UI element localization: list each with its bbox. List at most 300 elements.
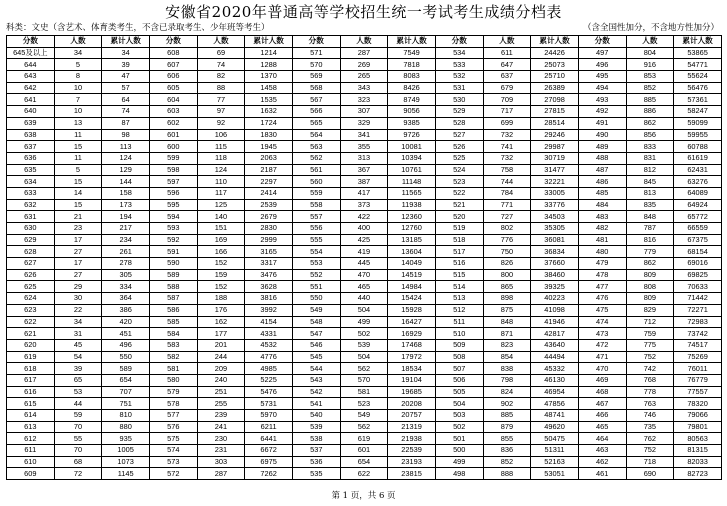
- table-cell: 470: [340, 269, 388, 281]
- table-cell: 124: [102, 152, 150, 164]
- table-cell: 520: [435, 211, 483, 223]
- table-cell: 654: [340, 456, 388, 468]
- table-cell: 1535: [245, 94, 293, 106]
- column-header: 累计人数: [388, 36, 436, 48]
- table-cell: 519: [435, 223, 483, 235]
- table-cell: 551: [292, 281, 340, 293]
- table-cell: 118: [197, 152, 245, 164]
- table-cell: 549: [340, 410, 388, 422]
- table-cell: 26389: [531, 82, 579, 94]
- table-cell: 524: [435, 164, 483, 176]
- table-cell: 33005: [531, 187, 579, 199]
- table-cell: 562: [292, 152, 340, 164]
- table-cell: 64089: [674, 187, 722, 199]
- table-cell: 65772: [674, 211, 722, 223]
- table-cell: 40223: [531, 293, 579, 305]
- table-cell: 6441: [245, 433, 293, 445]
- table-cell: 548: [292, 316, 340, 328]
- table-cell: 536: [292, 456, 340, 468]
- table-cell: 152: [197, 281, 245, 293]
- table-cell: 514: [435, 281, 483, 293]
- table-cell: 880: [102, 421, 150, 433]
- table-cell: 544: [292, 363, 340, 375]
- table-cell: 615: [7, 398, 55, 410]
- table-cell: 77: [197, 94, 245, 106]
- table-cell: 589: [149, 269, 197, 281]
- table-cell: 21: [54, 211, 102, 223]
- table-cell: 445: [340, 258, 388, 270]
- table-cell: 34: [54, 316, 102, 328]
- table-cell: 647: [483, 59, 531, 71]
- table-cell: 848: [626, 211, 674, 223]
- table-cell: 113: [102, 141, 150, 153]
- column-header: 分数: [292, 36, 340, 48]
- table-cell: 8: [54, 71, 102, 83]
- table-cell: 637: [7, 141, 55, 153]
- table-cell: 898: [483, 293, 531, 305]
- table-cell: 605: [149, 82, 197, 94]
- table-row: [7, 246, 722, 258]
- table-cell: 14: [54, 187, 102, 199]
- table-row: [7, 445, 722, 457]
- table-cell: 581: [340, 386, 388, 398]
- table-cell: 810: [102, 410, 150, 422]
- table-cell: 44494: [531, 351, 579, 363]
- column-header: 分数: [578, 36, 626, 48]
- table-cell: 478: [578, 269, 626, 281]
- table-row: [7, 176, 722, 188]
- table-cell: 639: [7, 117, 55, 129]
- table-cell: 526: [435, 141, 483, 153]
- table-cell: 493: [578, 94, 626, 106]
- table-cell: 5225: [245, 374, 293, 386]
- table-cell: 440: [340, 293, 388, 305]
- table-cell: 79801: [674, 421, 722, 433]
- table-cell: 581: [149, 363, 197, 375]
- table-cell: 1830: [245, 129, 293, 141]
- table-cell: 144: [102, 176, 150, 188]
- table-cell: 97: [197, 106, 245, 118]
- table-cell: 498: [435, 468, 483, 480]
- table-cell: 530: [435, 94, 483, 106]
- table-cell: 541: [292, 398, 340, 410]
- table-cell: 707: [102, 386, 150, 398]
- table-cell: 71442: [674, 293, 722, 305]
- table-cell: 916: [626, 59, 674, 71]
- table-cell: 718: [626, 456, 674, 468]
- table-cell: 535: [292, 468, 340, 480]
- table-cell: 562: [340, 421, 388, 433]
- table-cell: 400: [340, 223, 388, 235]
- table-cell: 779: [626, 246, 674, 258]
- table-cell: 618: [7, 363, 55, 375]
- table-cell: 555: [292, 234, 340, 246]
- table-cell: 87: [102, 117, 150, 129]
- table-cell: 69016: [674, 258, 722, 270]
- table-cell: 125: [197, 199, 245, 211]
- table-cell: 516: [435, 258, 483, 270]
- table-cell: 525: [435, 152, 483, 164]
- table-cell: 594: [149, 211, 197, 223]
- table-row: [7, 106, 722, 118]
- table-cell: 479: [578, 258, 626, 270]
- table-cell: 23815: [388, 468, 436, 480]
- table-cell: 518: [435, 234, 483, 246]
- table-cell: 117: [197, 187, 245, 199]
- table-cell: 4985: [245, 363, 293, 375]
- table-cell: 1632: [245, 106, 293, 118]
- table-cell: 60788: [674, 141, 722, 153]
- table-cell: 709: [483, 94, 531, 106]
- table-row: [7, 351, 722, 363]
- table-cell: 129: [102, 164, 150, 176]
- table-cell: 622: [340, 468, 388, 480]
- table-cell: 69: [197, 47, 245, 59]
- table-cell: 831: [626, 152, 674, 164]
- table-cell: 538: [292, 433, 340, 445]
- table-cell: 17: [54, 258, 102, 270]
- table-cell: 240: [197, 374, 245, 386]
- table-cell: 22539: [388, 445, 436, 457]
- table-cell: 504: [340, 351, 388, 363]
- table-cell: 600: [149, 141, 197, 153]
- table-cell: 838: [483, 363, 531, 375]
- table-cell: 422: [340, 211, 388, 223]
- table-cell: 750: [483, 246, 531, 258]
- table-cell: 507: [435, 363, 483, 375]
- table-cell: 52163: [531, 456, 579, 468]
- table-cell: 862: [626, 117, 674, 129]
- table-cell: 54: [54, 351, 102, 363]
- table-cell: 466: [578, 410, 626, 422]
- table-cell: 751: [102, 398, 150, 410]
- table-cell: 303: [197, 456, 245, 468]
- table-cell: 17468: [388, 339, 436, 351]
- table-cell: 4776: [245, 351, 293, 363]
- table-cell: 36081: [531, 234, 579, 246]
- table-cell: 68: [54, 456, 102, 468]
- table-cell: 470: [578, 363, 626, 375]
- table-cell: 217: [102, 223, 150, 235]
- table-cell: 46130: [531, 374, 579, 386]
- table-cell: 475: [578, 304, 626, 316]
- table-cell: 614: [7, 410, 55, 422]
- table-cell: 485: [578, 187, 626, 199]
- table-cell: 560: [292, 176, 340, 188]
- table-cell: 307: [340, 106, 388, 118]
- table-cell: 638: [7, 129, 55, 141]
- table-cell: 36834: [531, 246, 579, 258]
- table-cell: 463: [578, 445, 626, 457]
- table-cell: 543: [292, 374, 340, 386]
- table-cell: 1145: [102, 468, 150, 480]
- table-cell: 557: [292, 211, 340, 223]
- table-cell: 1370: [245, 71, 293, 83]
- table-row: [7, 141, 722, 153]
- table-cell: 490: [578, 129, 626, 141]
- table-cell: 553: [292, 258, 340, 270]
- table-cell: 45332: [531, 363, 579, 375]
- table-cell: 194: [102, 211, 150, 223]
- table-cell: 572: [149, 468, 197, 480]
- table-cell: 610: [7, 456, 55, 468]
- table-cell: 784: [483, 187, 531, 199]
- table-cell: 473: [578, 328, 626, 340]
- table-cell: 472: [578, 339, 626, 351]
- table-cell: 30: [54, 293, 102, 305]
- table-cell: 768: [626, 374, 674, 386]
- table-cell: 34: [102, 47, 150, 59]
- table-cell: 593: [149, 223, 197, 235]
- table-row: [7, 187, 722, 199]
- table-cell: 640: [7, 106, 55, 118]
- table-cell: 425: [340, 234, 388, 246]
- table-cell: 8749: [388, 94, 436, 106]
- table-cell: 6672: [245, 445, 293, 457]
- table-cell: 6211: [245, 421, 293, 433]
- table-cell: 482: [578, 223, 626, 235]
- table-cell: 556: [292, 223, 340, 235]
- table-cell: 9056: [388, 106, 436, 118]
- table-cell: 855: [483, 433, 531, 445]
- table-row: [7, 269, 722, 281]
- table-cell: 255: [197, 398, 245, 410]
- table-cell: 22: [54, 304, 102, 316]
- table-cell: 45: [54, 339, 102, 351]
- table-cell: 512: [435, 304, 483, 316]
- table-cell: 59099: [674, 117, 722, 129]
- table-cell: 72: [54, 468, 102, 480]
- table-cell: 798: [483, 374, 531, 386]
- table-cell: 13185: [388, 234, 436, 246]
- table-cell: 19104: [388, 374, 436, 386]
- table-cell: 597: [149, 176, 197, 188]
- table-cell: 49620: [531, 421, 579, 433]
- table-cell: 633: [7, 187, 55, 199]
- table-cell: 1073: [102, 456, 150, 468]
- table-cell: 517: [435, 246, 483, 258]
- table-cell: 534: [435, 47, 483, 59]
- table-cell: 643: [7, 71, 55, 83]
- table-cell: 30719: [531, 152, 579, 164]
- table-cell: 28514: [531, 117, 579, 129]
- table-cell: 511: [435, 316, 483, 328]
- table-cell: 20208: [388, 398, 436, 410]
- table-cell: 6975: [245, 456, 293, 468]
- table-cell: 690: [626, 468, 674, 480]
- table-cell: 574: [149, 445, 197, 457]
- column-header: 累计人数: [531, 36, 579, 48]
- table-cell: 829: [626, 304, 674, 316]
- table-cell: 159: [197, 269, 245, 281]
- table-cell: 468: [578, 386, 626, 398]
- table-cell: 51311: [531, 445, 579, 457]
- table-cell: 23193: [388, 456, 436, 468]
- table-cell: 735: [626, 421, 674, 433]
- table-cell: 542: [292, 386, 340, 398]
- table-cell: 627: [7, 258, 55, 270]
- table-cell: 601: [149, 129, 197, 141]
- table-row: [7, 129, 722, 141]
- table-cell: 188: [197, 293, 245, 305]
- table-cell: 419: [340, 246, 388, 258]
- table-cell: 32221: [531, 176, 579, 188]
- table-body: [7, 47, 722, 479]
- table-cell: 234: [102, 234, 150, 246]
- table-cell: 59: [54, 410, 102, 422]
- table-cell: 355: [340, 141, 388, 153]
- table-cell: 558: [292, 199, 340, 211]
- table-cell: 79066: [674, 410, 722, 422]
- table-cell: 5: [54, 59, 102, 71]
- table-cell: 502: [340, 328, 388, 340]
- table-cell: 875: [483, 304, 531, 316]
- table-cell: 787: [626, 223, 674, 235]
- table-cell: 813: [626, 187, 674, 199]
- table-cell: 29987: [531, 141, 579, 153]
- table-cell: 645及以上: [7, 47, 55, 59]
- table-cell: 532: [435, 71, 483, 83]
- table-cell: 61619: [674, 152, 722, 164]
- table-cell: 47856: [531, 398, 579, 410]
- table-cell: 499: [340, 316, 388, 328]
- table-cell: 741: [483, 141, 531, 153]
- table-cell: 630: [7, 223, 55, 235]
- table-cell: 115: [197, 141, 245, 153]
- table-cell: 82033: [674, 456, 722, 468]
- table-cell: 23: [54, 223, 102, 235]
- table-cell: 64924: [674, 199, 722, 211]
- table-cell: 620: [7, 339, 55, 351]
- table-cell: 53051: [531, 468, 579, 480]
- page-footer: 第 1 页，共 6 页: [331, 491, 396, 501]
- table-row: [7, 363, 722, 375]
- table-cell: 809: [626, 269, 674, 281]
- table-cell: 34503: [531, 211, 579, 223]
- table-cell: 261: [102, 246, 150, 258]
- table-cell: 70: [54, 421, 102, 433]
- table-cell: 27098: [531, 94, 579, 106]
- table-cell: 27: [54, 269, 102, 281]
- table-cell: 636: [7, 152, 55, 164]
- table-cell: 55: [54, 433, 102, 445]
- table-cell: 513: [435, 293, 483, 305]
- column-header: 人数: [54, 36, 102, 48]
- table-cell: 8426: [388, 82, 436, 94]
- table-cell: 20757: [388, 410, 436, 422]
- table-cell: 2539: [245, 199, 293, 211]
- table-row: [7, 328, 722, 340]
- table-cell: 1288: [245, 59, 293, 71]
- table-cell: 11148: [388, 176, 436, 188]
- table-cell: 554: [292, 246, 340, 258]
- table-cell: 496: [102, 339, 150, 351]
- table-row: [7, 59, 722, 71]
- table-cell: 595: [149, 199, 197, 211]
- table-cell: 537: [292, 445, 340, 457]
- table-cell: 21938: [388, 433, 436, 445]
- column-header: 人数: [626, 36, 674, 48]
- table-cell: 451: [102, 328, 150, 340]
- table-cell: 752: [626, 351, 674, 363]
- table-cell: 67375: [674, 234, 722, 246]
- table-cell: 465: [340, 281, 388, 293]
- table-row: [7, 374, 722, 386]
- table-cell: 39: [54, 363, 102, 375]
- table-cell: 1945: [245, 141, 293, 153]
- column-header: 分数: [435, 36, 483, 48]
- table-cell: 12760: [388, 223, 436, 235]
- table-cell: 521: [435, 199, 483, 211]
- table-row: [7, 421, 722, 433]
- table-cell: 800: [483, 269, 531, 281]
- table-cell: 201: [197, 339, 245, 351]
- table-cell: 833: [626, 141, 674, 153]
- table-cell: 935: [102, 433, 150, 445]
- table-cell: 642: [7, 82, 55, 94]
- table-cell: 53: [54, 386, 102, 398]
- table-cell: 775: [626, 339, 674, 351]
- table-cell: 44: [54, 398, 102, 410]
- table-cell: 462: [578, 456, 626, 468]
- table-cell: 92: [197, 117, 245, 129]
- table-cell: 852: [483, 456, 531, 468]
- table-cell: 151: [197, 223, 245, 235]
- table-cell: 124: [197, 164, 245, 176]
- table-cell: 2999: [245, 234, 293, 246]
- table-cell: 177: [197, 328, 245, 340]
- table-cell: 74517: [674, 339, 722, 351]
- table-cell: 16929: [388, 328, 436, 340]
- table-cell: 865: [483, 281, 531, 293]
- table-cell: 561: [292, 164, 340, 176]
- table-cell: 1214: [245, 47, 293, 59]
- bonus-note: （含全国性加分，不含地方性加分）: [582, 23, 719, 33]
- table-cell: 562: [340, 363, 388, 375]
- table-cell: 732: [483, 129, 531, 141]
- table-cell: 679: [483, 82, 531, 94]
- table-cell: 3165: [245, 246, 293, 258]
- table-cell: 13604: [388, 246, 436, 258]
- table-cell: 5731: [245, 398, 293, 410]
- table-cell: 13: [54, 117, 102, 129]
- table-cell: 613: [7, 421, 55, 433]
- table-cell: 576: [149, 421, 197, 433]
- table-cell: 47: [102, 71, 150, 83]
- table-cell: 73742: [674, 328, 722, 340]
- table-cell: 10: [54, 82, 102, 94]
- table-cell: 823: [483, 339, 531, 351]
- table-cell: 585: [149, 316, 197, 328]
- table-cell: 563: [292, 141, 340, 153]
- table-cell: 14049: [388, 258, 436, 270]
- table-cell: 481: [578, 234, 626, 246]
- table-cell: 41098: [531, 304, 579, 316]
- table-cell: 364: [102, 293, 150, 305]
- table-cell: 607: [149, 59, 197, 71]
- table-cell: 2830: [245, 223, 293, 235]
- table-cell: 505: [435, 386, 483, 398]
- table-row: [7, 152, 722, 164]
- table-cell: 500: [435, 445, 483, 457]
- table-cell: 343: [340, 82, 388, 94]
- table-cell: 14519: [388, 269, 436, 281]
- table-cell: 573: [149, 456, 197, 468]
- table-cell: 494: [578, 82, 626, 94]
- table-cell: 549: [292, 304, 340, 316]
- table-cell: 1458: [245, 82, 293, 94]
- table-cell: 278: [102, 258, 150, 270]
